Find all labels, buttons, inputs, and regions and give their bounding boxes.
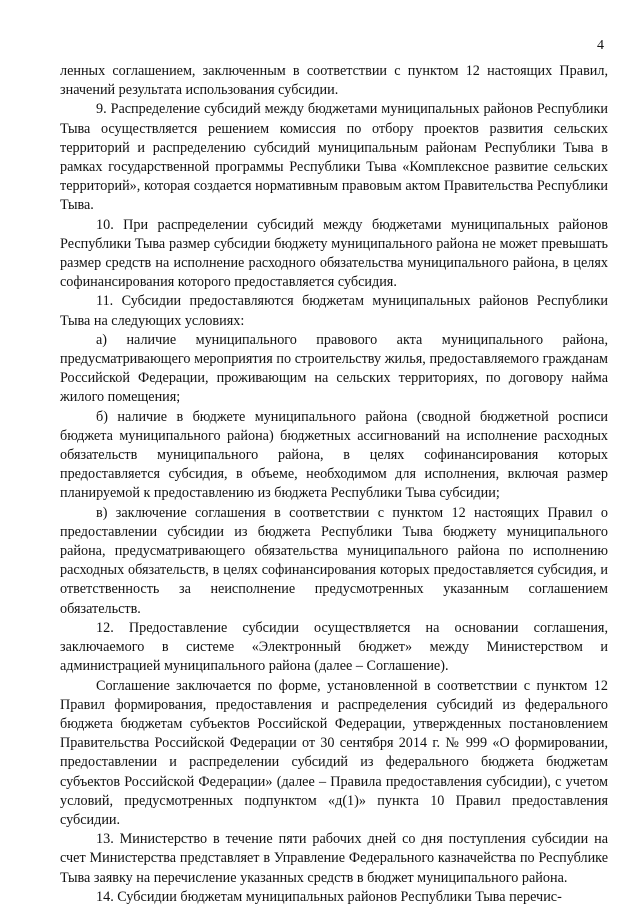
paragraph-10: 10. При распределении субсидий между бюджетами муниципальных районов Республики Тыва размер субсидии бюджету муниципального района не может превышать размер средств на исполнение расходного обязательства муниципального района, в целях софинансирования которого предоставляется субсидия. [60, 216, 608, 291]
page-number: 4 [597, 38, 604, 53]
paragraph-12-agreement-form: Соглашение заключается по форме, установленной в соответствии с пунктом 12 Правил формирования, предоставления и распределения субсидий из федерального бюджета бюджетам субъектов Российской Федерации, утвержденных постановлением Правительства Российской Федерации от 30 сентября 2014 г. № 999 «О формировании, предоставлении и распределении субсидий из федерального бюджета бюджетам субъектов Российской Федерации» (далее – Правила предоставления субсидии), с учетом условий, предусмотренных подпунктом «д(1)» пункта 10 Правил предоставления субсидии. [60, 677, 608, 828]
paragraph-13: 13. Министерство в течение пяти рабочих дней со дня поступления субсидии на счет Министерства представляет в Управление Федерального казначейства по Республике Тыва заявку на перечисление указанных средств в бюджет муниципального района. [60, 831, 608, 886]
paragraph-11: 11. Субсидии предоставляются бюджетам муниципальных районов Республики Тыва на следующих условиях: [60, 293, 608, 329]
paragraph-11b: б) наличие в бюджете муниципального района (сводной бюджетной росписи бюджета муниципального района) бюджетных ассигнований на исполнение расходных обязательств муниципального района, в целях софинансирования которых предоставляется субсидия, в объеме, необходимом для исполнения, включая размер планируемой к предоставлению из бюджета Республики Тыва субсидии; [60, 408, 608, 502]
paragraph-9: 9. Распределение субсидий между бюджетами муниципальных районов Республики Тыва осуществляется решением комиссия по отбору проектов развития сельских территорий и распределению субсидий муниципальным районам Республики Тыва в рамках государственной программы Республики Тыва «Комплексное развитие сельских территорий», которая создается нормативным правовым актом Правительства Республики Тыва. [60, 101, 608, 214]
paragraph-11c: в) заключение соглашения в соответствии с пунктом 12 настоящих Правил о предоставлении субсидии из бюджета Республики Тыва бюджету муниципального района, предусматривающего обязательства муниципального района по исполнению расходных обязательств, в целях софинансирования которых предоставляется субсидия, и ответственность за неисполнение предусмотренных указанным соглашением обязательств. [60, 504, 608, 617]
paragraph-11a: а) наличие муниципального правового акта муниципального района, предусматривающего мероприятия по строительству жилья, предоставляемого гражданам Российской Федерации, проживающим на сельских территориях, по договору найма жилого помещения; [60, 331, 608, 406]
document-body [60, 62, 608, 907]
paragraph-12: 12. Предоставление субсидии осуществляется на основании соглашения, заключаемого в системе «Электронный бюджет» между Министерством и администрацией муниципального района (далее – Соглашение). [60, 619, 608, 675]
paragraph-14: 14. Субсидии бюджетам муниципальных районов Республики Тыва перечис- [96, 888, 562, 905]
paragraph-continuation: ленных соглашением, заключенным в соответствии с пунктом 12 настоящих Правил, значений результата использования субсидии. [60, 63, 608, 99]
